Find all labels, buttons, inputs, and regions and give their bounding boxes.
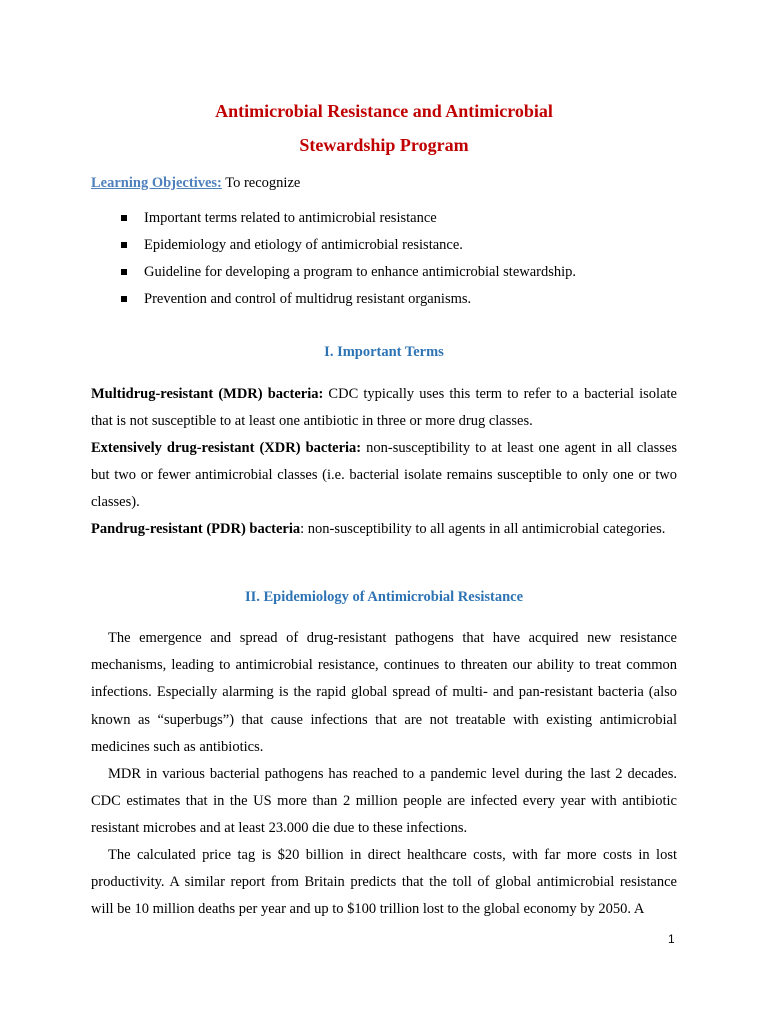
body-paragraph: The emergence and spread of drug-resistant pathogens that have acquired new resistance mechanisms, leading to antimicrobial resistance, continues to threaten our ability to treat common infections. Especially alarming is the rapid global spread of multi- and pan-resistant bacteria (also known as “superbugs”) that cause infections that are not treatable with existing antimicrobial medicines such as antibiotics. (91, 630, 677, 755)
definition-term: Extensively drug-resistant (XDR) bacteria: (91, 440, 362, 456)
section-heading-important-terms: I. Important Terms (324, 344, 444, 360)
list-item-text: Guideline for developing a program to enhance antimicrobial stewardship. (144, 264, 577, 280)
body-paragraph: MDR in various bacterial pathogens has reached to a pandemic level during the last 2 decades. CDC estimates that in the US more than 2 million people are infected every year with antibiotic resistant microbes and at least 23.000 die due to these infections. (91, 766, 677, 837)
list-item-text: Important terms related to antimicrobial resistance (144, 210, 437, 226)
document-title-line-2: Stewardship Program (299, 135, 469, 155)
list-item (121, 236, 576, 263)
page-number: 1 (668, 932, 675, 946)
document-title-line-1: Antimicrobial Resistance and Antimicrobial (215, 101, 553, 121)
section-heading-epidemiology: II. Epidemiology of Antimicrobial Resistance (244, 589, 524, 605)
list-item-text: Epidemiology and etiology of antimicrobial resistance. (144, 237, 463, 253)
list-item (121, 209, 576, 236)
square-bullet-icon (121, 296, 127, 302)
body-paragraph: The calculated price tag is $20 billion in direct healthcare costs, with far more costs in lost productivity. A similar report from Britain predicts that the toll of global antimicrobial resistance will be 10 million deaths per year and up to $100 trillion lost to the global economy by 2050. A (91, 847, 677, 918)
list-item (121, 290, 576, 317)
definition-text: non-susceptibility to at least one agent in all classes but two or fewer antimicrobial classes (i.e. bacterial isolate remains susceptible to only one or two classes). (91, 440, 677, 511)
definition-term: Pandrug-resistant (PDR) bacteria (91, 521, 301, 537)
definition-text: : non-susceptibility to all agents in all antimicrobial categories. (300, 521, 666, 537)
learning-objectives-label: Learning Objectives: (91, 175, 222, 191)
square-bullet-icon (121, 215, 127, 221)
definition-text: CDC typically uses this term to refer to a bacterial isolate that is not susceptible to at least one antibiotic in three or more drug classes. (91, 386, 677, 430)
definition-term: Multidrug-resistant (MDR) bacteria: (91, 386, 324, 402)
learning-objectives (91, 175, 300, 192)
definition-mdr (91, 381, 677, 435)
list-item (121, 263, 576, 290)
square-bullet-icon (121, 242, 127, 248)
definition-xdr (91, 435, 677, 517)
list-item-text: Prevention and control of multidrug resistant organisms. (144, 291, 472, 307)
square-bullet-icon (121, 269, 127, 275)
objectives-list (121, 209, 576, 317)
learning-objectives-intro: To recognize (221, 175, 301, 191)
definition-pdr (91, 516, 677, 543)
